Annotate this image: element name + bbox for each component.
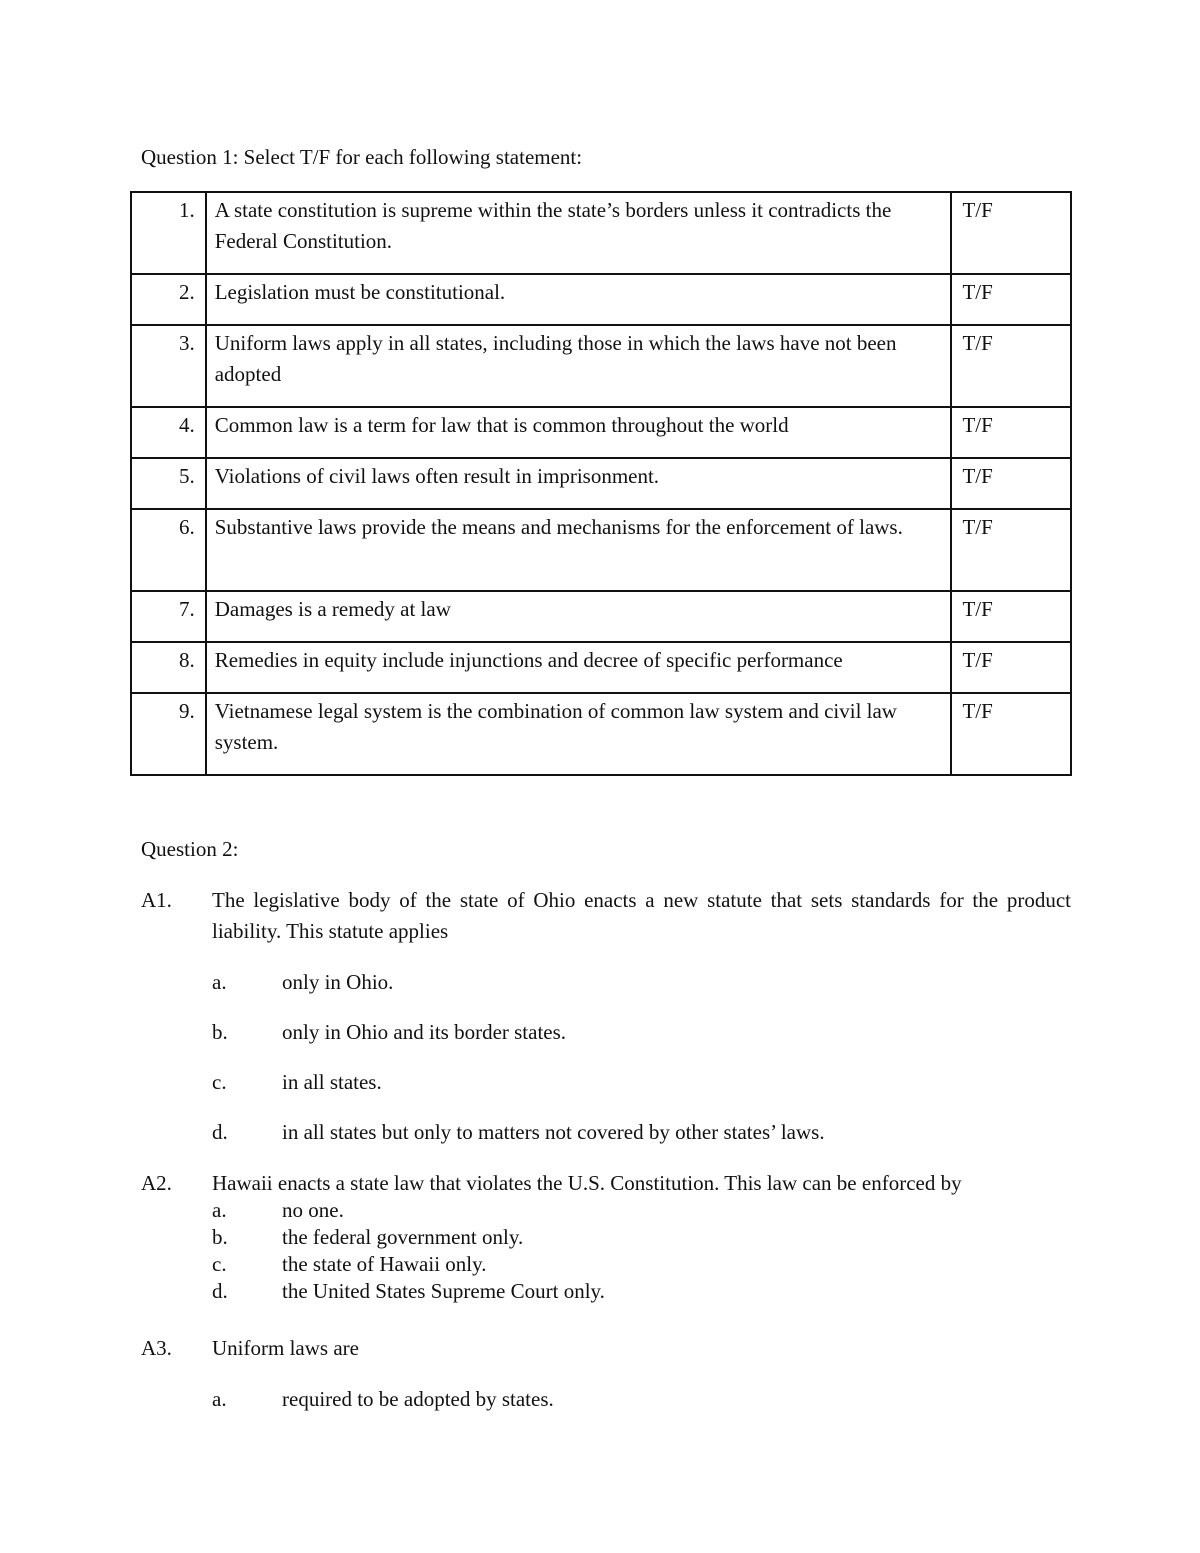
row-answer[interactable]: T/F [951,642,1071,693]
row-statement: Substantive laws provide the means and mechanisms for the enforcement of laws. [206,509,952,591]
mcq-option[interactable] [141,1386,1071,1413]
table-row [131,458,1071,509]
table-row [131,509,1071,591]
option-label: d. [212,1120,228,1144]
row-statement: Common law is a term for law that is common throughout the world [206,407,952,458]
option-label: b. [212,1225,228,1249]
row-answer[interactable]: T/F [951,693,1071,775]
option-text: the state of Hawaii only. [282,1252,487,1276]
mcq-option[interactable] [141,969,1071,996]
table-row [131,407,1071,458]
mcq-option[interactable] [141,1197,1071,1224]
option-text: only in Ohio. [282,970,394,994]
mcq-question [141,1333,1071,1364]
mcq-question-text: Hawaii enacts a state law that violates the U.S. Constitution. This law can be enforced by [212,1171,962,1195]
mcq-option[interactable] [141,1119,1071,1146]
option-text: no one. [282,1198,344,1222]
row-statement: Violations of civil laws often result in imprisonment. [206,458,952,509]
mcq-item-a2 [141,1170,1071,1305]
mcq-label: A1. [141,888,172,912]
row-answer[interactable]: T/F [951,509,1071,591]
table-row [131,591,1071,642]
table-row [131,274,1071,325]
row-answer[interactable]: T/F [951,407,1071,458]
row-statement: Remedies in equity include injunctions and decree of specific performance [206,642,952,693]
option-label: c. [212,1070,227,1094]
option-label: d. [212,1279,228,1303]
row-number: 2. [131,274,206,325]
row-number: 3. [131,325,206,407]
option-label: a. [212,1198,227,1222]
row-statement: Vietnamese legal system is the combination of common law system and civil law system. [206,693,952,775]
row-number: 7. [131,591,206,642]
option-label: b. [212,1020,228,1044]
row-answer[interactable]: T/F [951,591,1071,642]
option-text: only in Ohio and its border states. [282,1020,567,1044]
option-text: the United States Supreme Court only. [282,1279,605,1303]
question-1-heading: Question 1: Select T/F for each following statement: [141,145,583,169]
mcq-option[interactable] [141,1019,1071,1046]
row-answer[interactable]: T/F [951,274,1071,325]
mcq-question [141,1170,1071,1197]
mcq-question-text: The legislative body of the state of Ohio enacts a new statute that sets standards for the product liability. This statute applies [212,888,1071,943]
mcq-question [141,885,1071,947]
row-number: 4. [131,407,206,458]
table-row [131,642,1071,693]
mcq-option[interactable] [141,1251,1071,1278]
row-number: 1. [131,192,206,274]
row-statement: A state constitution is supreme within the state’s borders unless it contradicts the Federal Constitution. [206,192,952,274]
option-text: required to be adopted by states. [282,1387,554,1411]
table-row [131,192,1071,274]
option-text: in all states. [282,1070,382,1094]
option-label: a. [212,970,227,994]
row-number: 6. [131,509,206,591]
mcq-question-text: Uniform laws are [212,1336,359,1360]
table-row [131,325,1071,407]
mcq-option[interactable] [141,1224,1071,1251]
mcq-item-a1 [141,885,1071,1146]
question-2-heading: Question 2: [141,837,239,861]
mcq-option[interactable] [141,1278,1071,1305]
true-false-table [130,191,1072,776]
row-statement: Uniform laws apply in all states, including those in which the laws have not been adopted [206,325,952,407]
row-number: 9. [131,693,206,775]
mcq-label: A2. [141,1171,172,1195]
row-statement: Legislation must be constitutional. [206,274,952,325]
mcq-label: A3. [141,1336,172,1360]
row-answer[interactable]: T/F [951,325,1071,407]
mcq-option[interactable] [141,1069,1071,1096]
option-text: in all states but only to matters not covered by other states’ laws. [282,1120,825,1144]
row-answer[interactable]: T/F [951,192,1071,274]
table-row [131,693,1071,775]
mcq-item-a3 [141,1333,1071,1413]
option-text: the federal government only. [282,1225,524,1249]
row-number: 8. [131,642,206,693]
row-answer[interactable]: T/F [951,458,1071,509]
row-statement: Damages is a remedy at law [206,591,952,642]
option-label: c. [212,1252,227,1276]
option-label: a. [212,1387,227,1411]
row-number: 5. [131,458,206,509]
